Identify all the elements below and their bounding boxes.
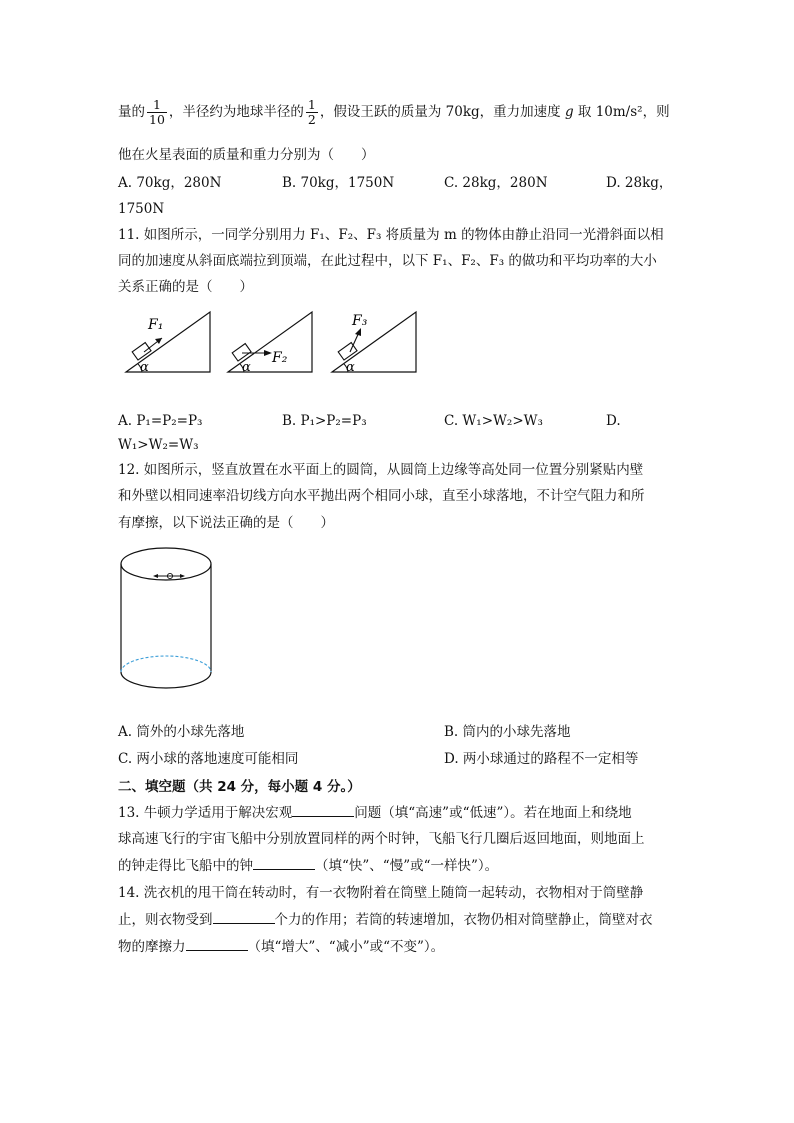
q11-option-d[interactable]: D.	[606, 413, 621, 429]
q12-line1: 12. 如图所示，竖直放置在水平面上的圆筒，从圆筒上边缘等高处同一位置分别紧贴内壁	[118, 462, 644, 478]
q10-frac1-num: 1	[147, 98, 167, 113]
q14-line2-a: 止，则衣物受到	[118, 912, 213, 928]
arrowhead-f2	[264, 350, 272, 356]
q13-line3	[118, 857, 498, 875]
arrowhead-f3	[355, 328, 361, 336]
cylinder-bottom-front	[121, 672, 211, 688]
q10-line2: 他在火星表面的质量和重力分别为（ ）	[118, 147, 375, 163]
q14-line1: 14. 洗衣机的甩干筒在转动时，有一衣物附着在筒壁上随筒一起转动，衣物相对于筒壁静	[118, 885, 644, 901]
q13-line2: 球高速飞行的宇宙飞船中分别放置同样的两个时钟，飞船飞行几圈后返回地面，则地面上	[118, 831, 645, 847]
q10-frac2-num: 1	[307, 97, 316, 112]
q12-line2: 和外壁以相同速率沿切线方向水平抛出两个相同小球，直至小球落地，不计空气阻力和所	[118, 488, 645, 504]
q13-line3-b: （填“快”、“慢”或“一样快”）。	[315, 858, 499, 874]
alpha-label-2: α	[242, 360, 251, 375]
q14-line2-b: 个力的作用；若筒的转速增加，衣物仍相对筒壁静止，筒壁对衣	[274, 912, 653, 928]
q10-option-d[interactable]: D. 28kg，	[606, 175, 673, 191]
q10-frac1-den: 10	[149, 112, 165, 127]
q14-line2	[118, 911, 653, 929]
f1-label: F₁	[148, 317, 164, 333]
q13-line1-b: 问题（填“高速”或“低速”）。若在地面上和绕地	[354, 805, 632, 821]
f2-label: F₂	[272, 350, 288, 366]
q11-option-c[interactable]: C. W₁>W₂>W₃	[444, 413, 543, 429]
alpha-label-3: α	[346, 360, 355, 375]
q12-option-b[interactable]: B. 筒内的小球先落地	[444, 724, 571, 740]
q11-option-b[interactable]: B. P₁>P₂=P₃	[282, 413, 367, 429]
q10-option-d-cont: 1750N	[118, 201, 165, 217]
block-2	[232, 344, 251, 361]
q10-mid: ，半径约为地球半径的	[168, 104, 304, 120]
cylinder-figure	[118, 546, 216, 692]
incline-triangle-2	[228, 312, 312, 372]
q11-option-d-cont: W₁>W₂=W₃	[118, 437, 199, 453]
q13-blank-2[interactable]	[253, 857, 315, 870]
q10-line1	[118, 98, 670, 127]
q14-line3-b: （填“增大”、“减小”或“不变”）。	[247, 939, 445, 955]
q12-line3: 有摩擦，以下说法正确的是（ ）	[118, 515, 334, 531]
incline-figure-3	[330, 308, 420, 376]
q11-option-a[interactable]: A. P₁=P₂=P₃	[118, 413, 203, 429]
q10-suffix: ，假设王跃的质量为 70kg，重力加速度	[319, 104, 561, 120]
incline-figure-2	[226, 308, 316, 376]
arrowhead-right	[180, 574, 185, 578]
q11-line3: 关系正确的是（ ）	[118, 279, 253, 295]
q13-blank-1[interactable]	[292, 804, 354, 817]
arrowhead-left	[153, 574, 158, 578]
q14-line3	[118, 938, 444, 956]
q12-option-c[interactable]: C. 两小球的落地速度可能相同	[118, 751, 299, 767]
q12-option-a[interactable]: A. 筒外的小球先落地	[118, 724, 245, 740]
q13-line3-a: 的钟走得比飞船中的钟	[118, 858, 253, 874]
q10-option-c[interactable]: C. 28kg，280N	[444, 175, 548, 191]
q14-line3-a: 物的摩擦力	[118, 939, 186, 955]
q10-prefix: 量的	[118, 104, 145, 120]
block-3	[338, 343, 357, 360]
q11-line1: 11. 如图所示，一同学分别用力 F₁、F₂、F₃ 将质量为 m 的物体由静止沿同一光滑斜面以相	[118, 227, 664, 243]
block-1	[132, 343, 151, 360]
q10-suffix2: 取 10m/s²，则	[577, 104, 670, 120]
q12-option-d[interactable]: D. 两小球通过的路程不一定相等	[444, 751, 639, 767]
incline-figure-1	[124, 308, 214, 376]
q14-blank-2[interactable]	[186, 938, 248, 951]
cylinder-top-ellipse	[121, 548, 211, 580]
q13-line1-a: 13. 牛顿力学适用于解决宏观	[118, 805, 293, 821]
q10-g-symbol: g	[564, 104, 574, 120]
q10-option-a[interactable]: A. 70kg，280N	[118, 175, 222, 191]
section-2-title: 二、填空题（共 24 分，每小题 4 分。）	[118, 779, 361, 795]
q10-fraction-radius	[306, 98, 318, 127]
cylinder-bottom-back-dashed	[121, 656, 211, 672]
q10-frac2-den: 2	[307, 112, 316, 127]
q10-fraction-mass	[147, 98, 167, 127]
q10-option-b[interactable]: B. 70kg，1750N	[282, 175, 395, 191]
alpha-label-1: α	[140, 360, 149, 375]
f3-label: F₃	[352, 313, 368, 329]
q11-line2: 同的加速度从斜面底端拉到顶端，在此过程中，以下 F₁、F₂、F₃ 的做功和平均功率的大小	[118, 253, 657, 269]
incline-triangle-1	[126, 312, 210, 372]
q13-line1	[118, 804, 632, 822]
q14-blank-1[interactable]	[213, 911, 275, 924]
incline-triangle-3	[332, 312, 416, 372]
